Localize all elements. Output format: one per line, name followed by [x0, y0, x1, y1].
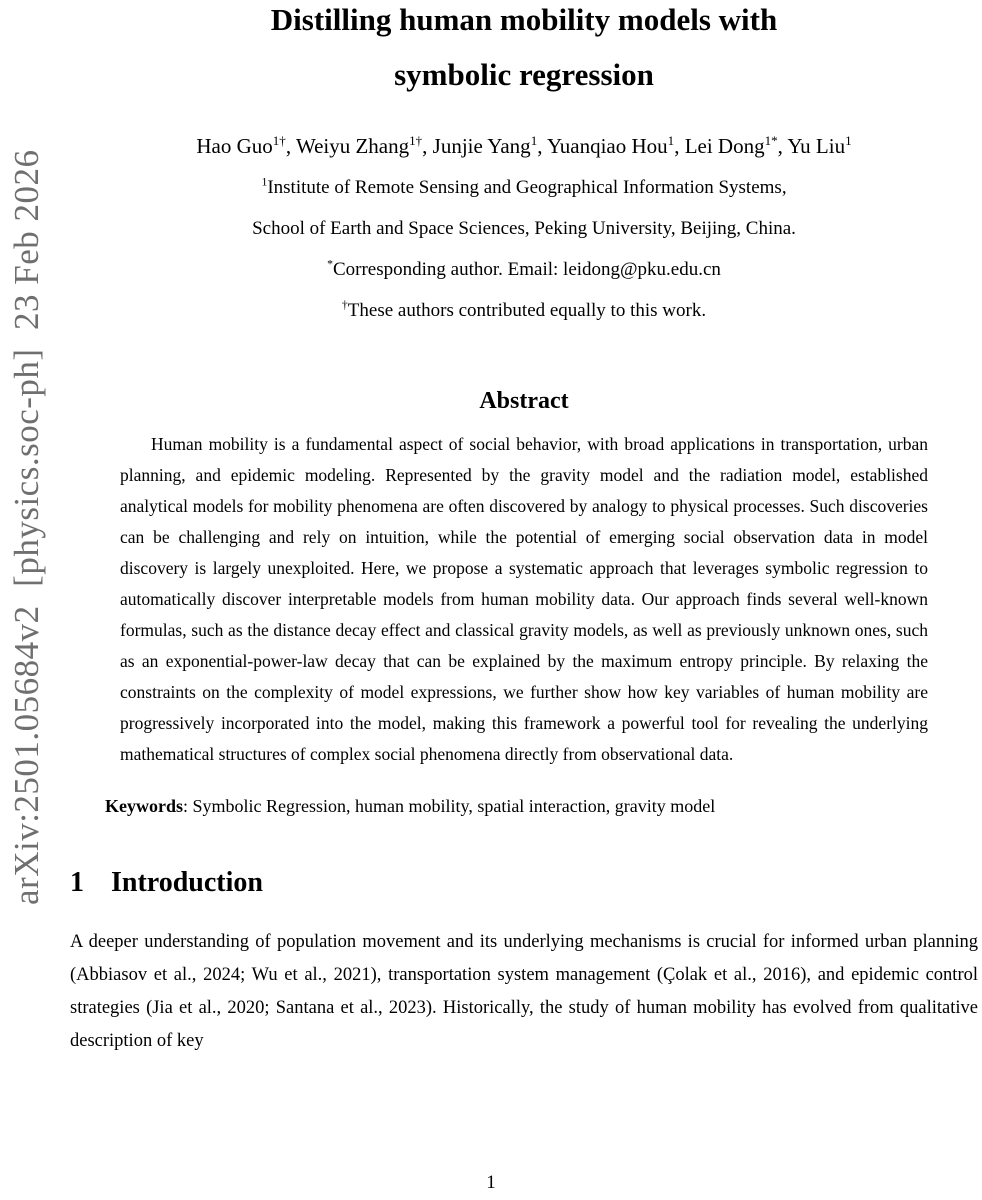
author-name: Yuanqiao Hou [546, 134, 668, 158]
author-separator: , [777, 134, 788, 158]
title-line-2: symbolic regression [394, 57, 654, 92]
affiliation-superscript: 1 [261, 175, 268, 189]
abstract-heading: Abstract [479, 388, 569, 414]
abstract-text: Human mobility is a fundamental aspect of social behavior, with broad applications in transportation, urban planning, and epidemic modeling. Represented by the gravity model and the radiation model, established analytical models for mobility phenomena are often discovered by analogy to physical processes. Such discoveries can be challenging and rely on intuition, while the potential of emerging social observation data in model discovery is largely unexploited. Here, we propose a systematic approach that leverages symbolic regression to automatically discover interpretable models from human mobility data. Our approach finds several well-known formulas, such as the distance decay effect and classical gravity models, as well as previously unknown ones, such as an exponential-power-law decay that can be explained by the maximum entropy principle. By relaxing the constraints on the complexity of model expressions, we further show how key variables of human mobility are progressively incorporated into the model, making this framework a powerful tool for revealing the underlying mathematical structures of complex social phenomena directly from observational data. [120, 434, 928, 764]
author-superscript: 1 [845, 133, 852, 148]
author-name: Lei Dong [684, 134, 765, 158]
paper-title [70, 0, 978, 102]
paper-content [70, 0, 978, 1058]
author-separator: , [422, 134, 433, 158]
keywords-label: Keywords [105, 796, 183, 816]
page-number: 1 [486, 1172, 496, 1193]
author-name: Yu Liu [787, 134, 846, 158]
author-name: Weiyu Zhang [295, 134, 410, 158]
author-separator: , [285, 134, 296, 158]
keywords-line [70, 792, 978, 820]
corresponding-superscript: * [327, 257, 333, 271]
affiliation-text: Institute of Remote Sensing and Geographical Information Systems, [267, 177, 787, 198]
section-heading [70, 866, 978, 900]
section-number: 1 [70, 867, 84, 898]
author-superscript: 1 [530, 133, 538, 148]
author-superscript: 1 [667, 133, 675, 148]
affiliation-text: School of Earth and Space Sciences, Peking University, Beijing, China. [252, 218, 796, 239]
author-name: Hao Guo [196, 134, 273, 158]
author-superscript: 1† [272, 133, 286, 148]
contribution-text: These authors contributed equally to this work. [347, 300, 707, 321]
author-superscript: 1* [764, 133, 778, 148]
intro-paragraph: A deeper understanding of population movement and its underlying mechanisms is crucial for informed urban planning (Abbiasov et al., 2024; Wu et al., 2021), transportation system management (Çolak et al., 2016), and epidemic control strategies (Jia et al., 2020; Santana et al., 2023). Historically, the study of human mobility has evolved from qualitative description of key [70, 932, 978, 1051]
corresponding-author-line [70, 249, 978, 290]
affiliation-line-2 [70, 208, 978, 249]
author-superscript: 1† [409, 133, 423, 148]
author-block [70, 126, 978, 331]
arxiv-watermark: arXiv:2501.05684v2 [physics.soc-ph] 23 Feb 2026 [7, 149, 46, 905]
author-separator: , [674, 134, 685, 158]
affiliation-line [70, 167, 978, 208]
contribution-note-line [70, 290, 978, 331]
title-line-1: Distilling human mobility models with [270, 2, 778, 37]
corresponding-text: Corresponding author. Email: leidong@pku.edu.cn [332, 259, 721, 280]
keywords-text: : Symbolic Regression, human mobility, spatial interaction, gravity model [183, 796, 716, 816]
author-separator: , [537, 134, 547, 158]
contribution-superscript: † [341, 298, 348, 312]
section-title: Introduction [111, 867, 263, 898]
authors-line [70, 126, 978, 167]
author-name: Junjie Yang [432, 134, 531, 158]
